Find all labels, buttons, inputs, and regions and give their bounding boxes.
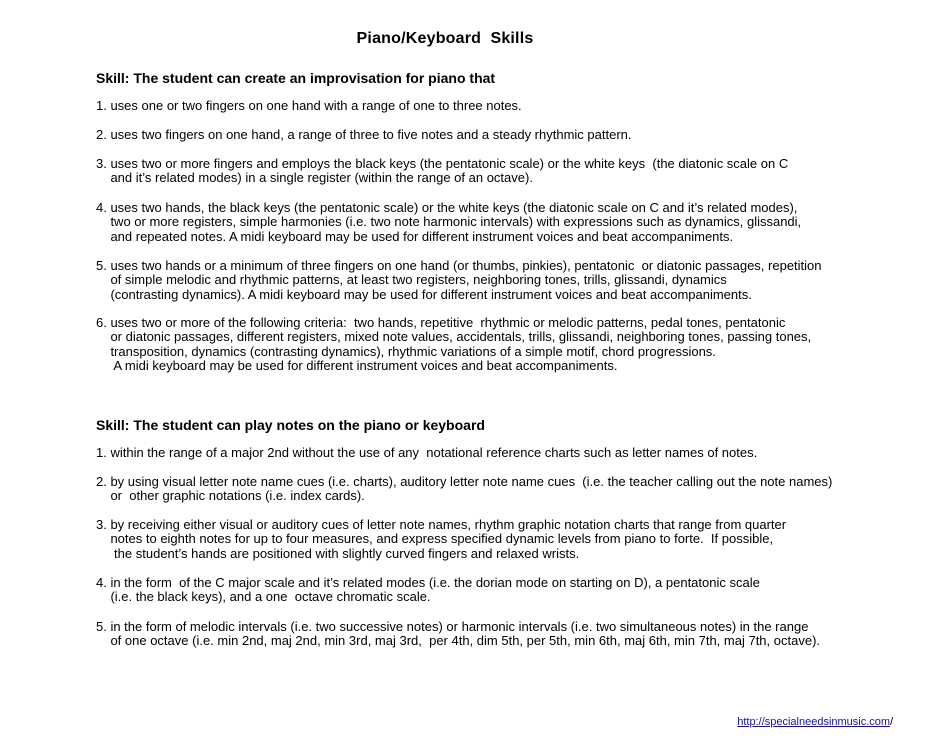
item-line: the student’s hands are positioned with slightly curved fingers and relaxed wrists. [96, 545, 580, 561]
item-line: or other graphic notations (i.e. index cards). [96, 488, 365, 504]
item-line: or diatonic passages, different registers, mixed note values, accidentals, trills, glissandi, neighboring tones, passing tones, [96, 329, 812, 345]
play-notes-item-5 [96, 620, 886, 649]
item-line: 4. in the form of the C major scale and it’s related modes (i.e. the dorian mode on starting on D), a pentatonic scale [96, 575, 760, 590]
item-line: 5. in the form of melodic intervals (i.e. two successive notes) or harmonic intervals (i.e. two simultaneous notes) in the range [96, 619, 809, 634]
section-heading-play-notes: Skill: The student can play notes on the piano or keyboard [96, 417, 485, 433]
item-line: 5. uses two hands or a minimum of three fingers on one hand (or thumbs, pinkies), pentatonic or diatonic passages, repetition [96, 258, 822, 273]
item-line: notes to eighth notes for up to four measures, and express specified dynamic levels from piano to forte. If possible, [96, 531, 774, 547]
play-notes-item-4 [96, 576, 886, 605]
improvisation-item-6 [96, 316, 886, 373]
website-link[interactable]: http://specialneedsinmusic.com [737, 716, 891, 728]
item-line: of simple melodic and rhythmic patterns, at least two registers, neighboring tones, trills, glissandi, dynamics [96, 272, 727, 288]
item-line: (i.e. the black keys), and a one octave chromatic scale. [96, 589, 431, 605]
item-line: transposition, dynamics (contrasting dynamics), rhythmic variations of a simple motif, chord progressions. [96, 343, 716, 359]
item-line: 2. by using visual letter note name cues (i.e. charts), auditory letter note name cues (i.e. the teacher calling out the note names) [96, 474, 833, 489]
item-line: 1. within the range of a major 2nd without the use of any notational reference charts such as letter names of notes. [96, 445, 758, 460]
improvisation-item-4 [96, 201, 886, 244]
section-heading-improvisation: Skill: The student can create an improvisation for piano that [96, 70, 496, 86]
improvisation-item-3 [96, 157, 886, 186]
item-line: (contrasting dynamics). A midi keyboard may be used for different instrument voices and beat accompaniments. [96, 286, 752, 302]
play-notes-item-2 [96, 475, 886, 504]
item-line: of one octave (i.e. min 2nd, maj 2nd, min 3rd, maj 3rd, per 4th, dim 5th, per 5th, min 6th, maj 6th, min 7th, maj 7th, octave). [96, 633, 821, 649]
play-notes-item-3 [96, 518, 886, 561]
item-line: 6. uses two or more of the following criteria: two hands, repetitive rhythmic or melodic patterns, pedal tones, pentatonic [96, 315, 786, 330]
item-line: 3. by receiving either visual or auditory cues of letter note names, rhythm graphic notation charts that range from quarter [96, 517, 787, 532]
item-line: and repeated notes. A midi keyboard may be used for different instrument voices and beat accompaniments. [96, 228, 734, 244]
item-line: A midi keyboard may be used for different instrument voices and beat accompaniments. [96, 357, 618, 373]
item-line: two or more registers, simple harmonies (i.e. two note harmonic intervals) with expressions such as dynamics, glissandi, [96, 214, 802, 230]
page-title: Piano/Keyboard Skills [356, 30, 534, 47]
improvisation-item-5 [96, 259, 886, 302]
item-line: and it’s related modes) in a single register (within the range of an octave). [96, 170, 533, 186]
item-line: 4. uses two hands, the black keys (the pentatonic scale) or the white keys (the diatonic scale on C and it’s related modes), [96, 200, 798, 215]
item-line: 3. uses two or more fingers and employs the black keys (the pentatonic scale) or the white keys (the diatonic scale on C [96, 156, 789, 171]
footer-trailing-slash: / [890, 716, 894, 728]
item-line: 2. uses two fingers on one hand, a range of three to five notes and a steady rhythmic pattern. [96, 127, 632, 142]
improvisation-item-1 [96, 99, 886, 113]
play-notes-item-1 [96, 446, 886, 460]
item-line: 1. uses one or two fingers on one hand with a range of one to three notes. [96, 98, 522, 113]
improvisation-item-2 [96, 128, 886, 142]
